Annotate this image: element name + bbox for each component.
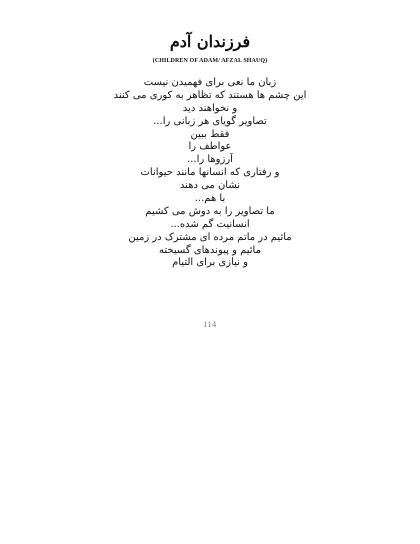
poem-line: مائیم و پیوندهای گسیخته [159, 244, 261, 256]
poem-line: عواطف را [188, 141, 232, 153]
poem-line: نشان می دهند [179, 180, 241, 192]
poem-line: زبان ما نعی برای فهمیدن نیست [143, 77, 277, 88]
poem-line: مائیم در ماتم مرده ای مشترک در زمین [128, 231, 292, 243]
poem-line: انسانیت گم شده... [170, 218, 250, 230]
poem-line: تصاویر گویای هر زبانی را... [153, 115, 267, 127]
poem-body [0, 77, 420, 270]
poem-line: فقط ببین [190, 128, 230, 140]
poem-line: ما تصاویر را به دوش می کشیم [145, 205, 275, 217]
poem-line: و نیازی برای التیام [172, 257, 248, 269]
page-number: 114 [203, 320, 217, 329]
poem-line: آرزوها را... [187, 154, 233, 166]
poem-title: فرزندان آدم [169, 32, 251, 51]
poem-line: این چشم ها هستند که تظاهر به کوری می کنند [113, 89, 307, 101]
poem-line: و رفتاری که انسانها مانند حیوانات [140, 167, 280, 179]
poem-subtitle: (CHILDREN OF ADAM/ AFZAL SHAUQ) [152, 58, 268, 64]
poem-line: با هم... [194, 193, 226, 205]
poem-line: و نخواهند دید [182, 102, 238, 114]
